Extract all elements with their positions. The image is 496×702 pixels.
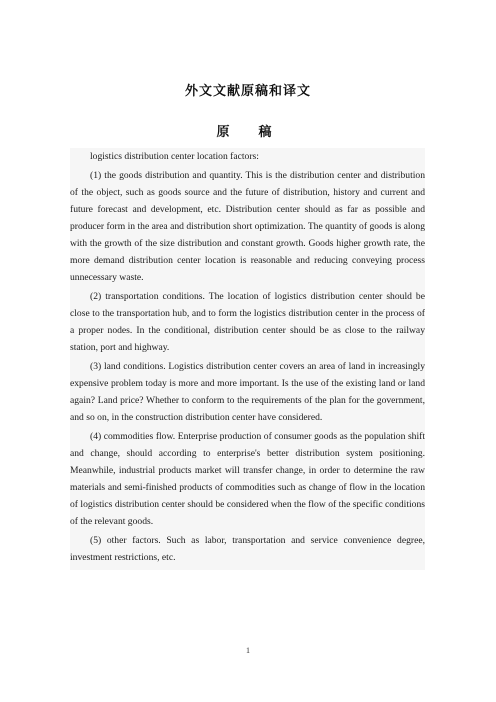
paragraph-intro: logistics distribution center location factors:: [90, 151, 259, 162]
paragraph-transportation: (2) transportation conditions. The location of logistics distribution center should be close to the transportation hub, and to form the logistics distribution center in the process of a proper nodes. In the conditional, distribution center should be as close to the railway station, port and highway.: [70, 291, 425, 353]
page-number: 1: [246, 646, 250, 655]
body-text-block: [70, 148, 425, 570]
document-title: 外文文献原稿和译文: [184, 84, 311, 99]
paragraph-goods-distribution: (1) the goods distribution and quantity. This is the distribution center and distribution of the object, such as goods source and the future of distribution, history and current and future forecast and development, etc. Distribution center should as far as possible and producer form in the area and distribution short optimization. The quantity of goods is along with the growth of the size distribution and constant growth. Goods higher growth rate, the more demand distribution center location is reasonable and reducing conveying process unnecessary waste.: [70, 170, 425, 283]
paragraph-commodities-flow: (4) commodities flow. Enterprise production of consumer goods as the population shift and change, should according to enterprise's better distribution system positioning. Meanwhile, industrial products market will transfer change, in order to determine the raw materials and semi-finished products of commodities such as change of flow in the location of logistics distribution center should be considered when the flow of the specific conditions of the relevant goods.: [70, 431, 425, 527]
paragraph-other-factors: (5) other factors. Such as labor, transportation and service convenience degree, investment restrictions, etc.: [70, 535, 425, 563]
section-heading: 原 稿: [216, 125, 280, 140]
paragraph-land-conditions: (3) land conditions. Logistics distribution center covers an area of land in increasingly expensive problem today is more and more important. Is the use of the existing land or land again? Land price? Whether to conform to the requirements of the plan for the government, and so on, in the construction distribution center have considered.: [70, 361, 425, 423]
